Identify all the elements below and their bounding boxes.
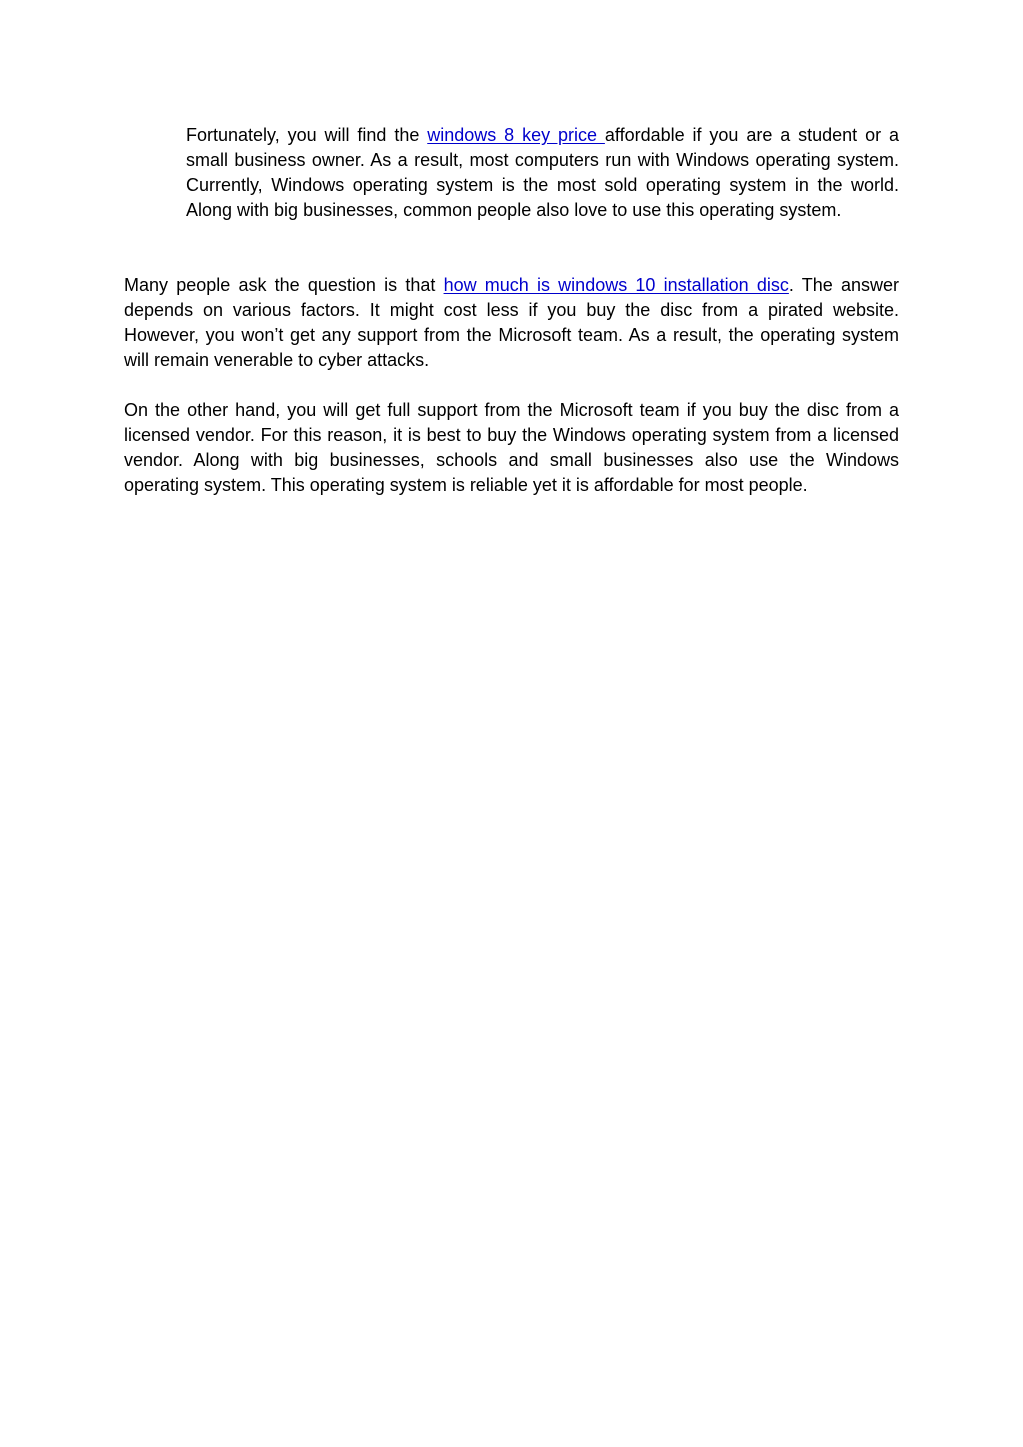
link-windows-10-installation-disc[interactable]: how much is windows 10 installation disc <box>443 275 789 295</box>
paragraph-text: Fortunately, you will find the <box>186 125 428 145</box>
paragraph-licensed-vendor <box>124 398 899 498</box>
paragraph-text: On the other hand, you will get full support from the Microsoft team if you buy the disc from a licensed vendor. For this reason, it is best to buy the Windows operating system from a licensed vendor. Along with big businesses, schools and small businesses also use the Windows operating system. This operating system is reliable yet it is affordable for most people. <box>124 400 899 495</box>
paragraph-text: . The answer depends on various factors. It might cost less if you buy the disc from a pirated website. However, you won’t get any support from the Microsoft team. As a result, the operating system will remain venerable to cyber attacks. <box>124 275 900 370</box>
link-windows-8-key-price[interactable]: windows 8 key price <box>427 125 605 145</box>
paragraph-fortunately <box>186 123 899 223</box>
paragraph-text: affordable if you are a student or a small business owner. As a result, most computers run with Windows operating system. Currently, Windows operating system is the most sold operating system in the world. Along with big businesses, common people also love to use this operating system. <box>186 125 899 220</box>
paragraph-installation-disc <box>124 273 899 373</box>
paragraph-text: Many people ask the question is that <box>124 275 444 295</box>
